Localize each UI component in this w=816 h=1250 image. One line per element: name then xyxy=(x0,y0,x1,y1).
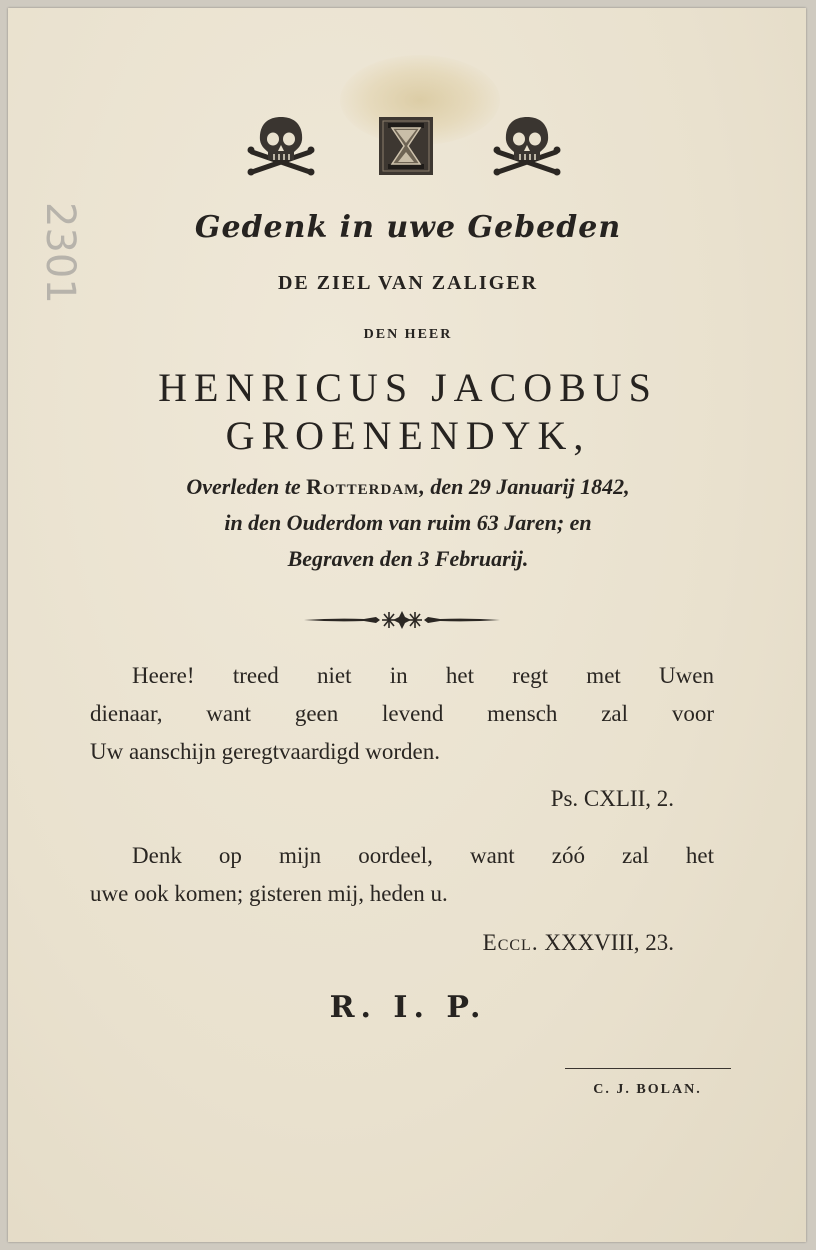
verse-one-reference: Ps. CXLII, 2. xyxy=(550,786,674,811)
verse-two xyxy=(90,843,714,923)
ornament-divider-icon xyxy=(304,609,500,631)
hourglass-icon xyxy=(378,116,434,176)
skull-crossbones-icon xyxy=(492,114,562,176)
burial-line: Begraven den 3 Februarij. xyxy=(287,546,529,571)
deceased-surname: GROENENDYK, xyxy=(225,413,591,458)
death-date-line xyxy=(0,474,816,500)
skull-crossbones-icon xyxy=(246,114,316,176)
age-line: in den Ouderdom van ruim 63 Jaren; en xyxy=(224,510,592,535)
subheading-soul: DE ZIEL VAN ZALIGER xyxy=(277,272,539,294)
verse-one xyxy=(90,663,714,783)
printer-name: C. J. BOLAN. xyxy=(593,1082,702,1097)
deceased-given-names: HENRICUS JACOBUS xyxy=(158,365,658,410)
verse-two-chapter: XXXVIII, 23. xyxy=(544,930,674,955)
verse-one-line-3: Uw aanschijn geregtvaardigd worden. xyxy=(90,739,440,764)
death-place: Rotterdam xyxy=(306,474,420,499)
verse-two-book: Eccl. xyxy=(482,930,539,955)
pencil-inventory-number: 2301 xyxy=(37,202,83,304)
rip-closing: R. I. P. xyxy=(329,990,487,1025)
verse-two-line-1: Denk op mijn oordeel, want zóó zal het xyxy=(132,843,714,868)
emblem-row xyxy=(0,112,816,182)
death-date: , den 29 Januarij 1842, xyxy=(419,474,630,499)
verse-two-reference xyxy=(483,930,674,956)
death-text: Overleden te xyxy=(186,474,301,499)
heading: Gedenk in uwe Gebeden xyxy=(194,210,622,245)
verse-two-line-2: uwe ook komen; gisteren mij, heden u. xyxy=(90,881,448,906)
verse-one-line-2: dienaar, want geen levend mensch zal voor xyxy=(90,701,714,726)
verse-one-line-1: Heere! treed niet in het regt met Uwen xyxy=(132,663,714,688)
subheading-title: DEN HEER xyxy=(363,327,453,342)
signature-rule xyxy=(565,1068,731,1069)
